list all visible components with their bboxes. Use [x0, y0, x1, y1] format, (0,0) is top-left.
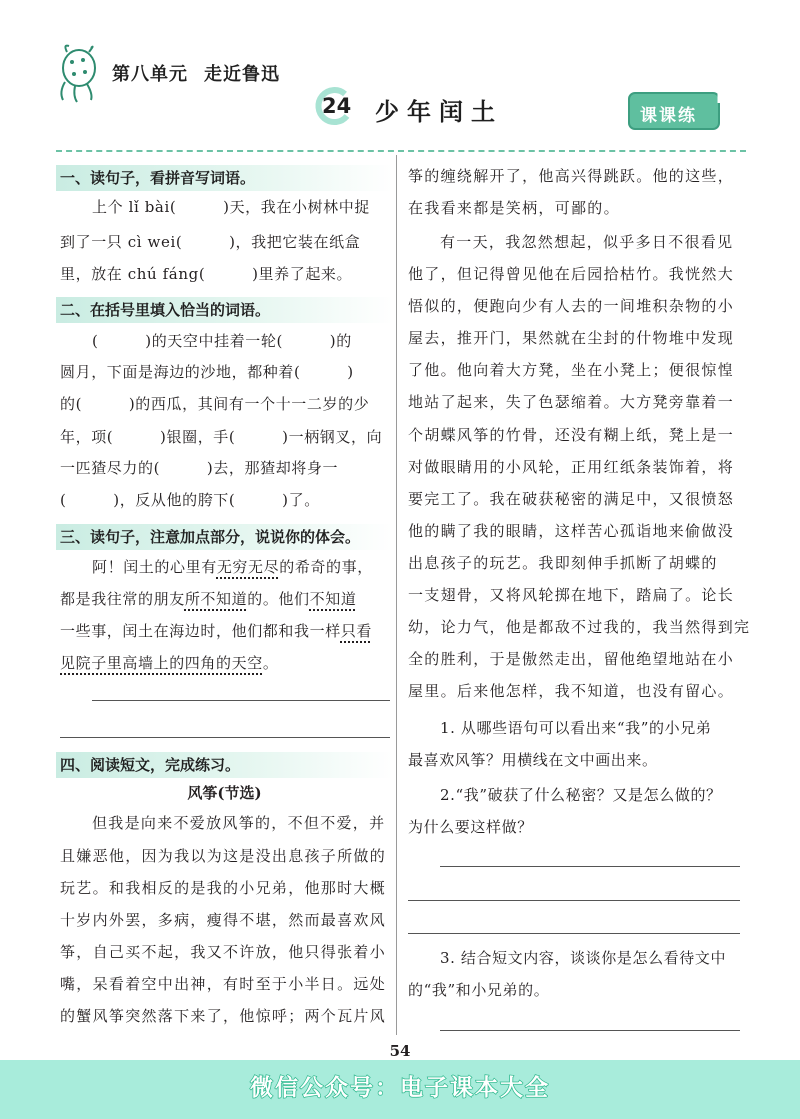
- column-divider: [396, 155, 397, 1035]
- text: 都是我往常的朋友: [60, 590, 185, 608]
- page-number: 54: [389, 1042, 411, 1060]
- section-2-line: 的( )的西瓜，其间有一个十一二岁的少: [60, 395, 370, 413]
- section-1-heading: 一、读句子，看拼音写词语。: [56, 165, 393, 191]
- passage-title: 风筝(节选): [187, 784, 262, 802]
- question-3: 3. 结合短文内容，谈谈你是怎么看待文中: [440, 949, 727, 967]
- question-2: 2.“我”破获了什么秘密？又是怎么做的？: [440, 786, 722, 804]
- section-3-line: [92, 557, 373, 577]
- answer-line[interactable]: [440, 1030, 740, 1031]
- passage-line: 筝的缠绕解开了，他高兴得跳跃。他的这些，: [408, 167, 735, 185]
- question-3-cont: 的“我”和小兄弟的。: [408, 981, 550, 999]
- text: 阿！闰土的心里有: [92, 558, 217, 576]
- section-4-heading: 四、阅读短文，完成练习。: [56, 752, 393, 778]
- unit-label: 第八单元: [112, 64, 188, 85]
- passage-line: 有一天，我忽然想起，似乎多日不很看见: [440, 233, 734, 251]
- section-3-line: [60, 621, 372, 641]
- answer-line[interactable]: [440, 866, 740, 867]
- dotted-emphasis: 不知道: [309, 590, 357, 608]
- lesson-title: 少年闰土: [375, 98, 503, 126]
- unit-topic: 走近鲁迅: [204, 64, 280, 85]
- passage-line: 筝，自己买不起，我又不许放，他只得张着小: [60, 943, 387, 961]
- section-2-line: 一匹猹尽力的( )去，那猹却将身一: [60, 459, 339, 477]
- passage-line: 要完工了。我在破获秘密的满足中，又很愤怒: [408, 490, 735, 508]
- passage-line: 在我看来都是笑柄，可鄙的。: [408, 199, 620, 217]
- section-3-line: [60, 653, 278, 673]
- answer-line[interactable]: [408, 933, 740, 934]
- section-2-line: 圆月，下面是海边的沙地，都种着( ): [60, 363, 354, 381]
- section-2-heading: 二、在括号里填入恰当的词语。: [56, 297, 393, 323]
- question-1-cont: 最喜欢风筝？用横线在文中画出来。: [408, 751, 658, 769]
- text: 的希奇的事，: [279, 558, 373, 576]
- snail-mascot-icon: [55, 42, 101, 104]
- passage-line: 幼，论力气，他是都敌不过我的，我当然得到完: [408, 618, 751, 636]
- lesson-number: 24: [322, 94, 352, 118]
- passage-line: 的蟹风筝突然落下来了，他惊呼；两个瓦片风: [60, 1007, 387, 1025]
- answer-line[interactable]: [60, 737, 390, 738]
- passage-line: 出息孩子的玩艺。我即刻伸手抓断了胡蝶的: [408, 554, 718, 572]
- passage-line: 地站了起来，失了色瑟缩着。大方凳旁靠着一: [408, 393, 735, 411]
- passage-line: 一支翅骨，又将风轮掷在地下，踏扁了。论长: [408, 586, 735, 604]
- text: 。: [262, 654, 279, 672]
- section-1-line: 里，放在 chú fáng( )里养了起来。: [60, 265, 353, 283]
- passage-line: 对做眼睛用的小风轮，正用红纸条装饰着，将: [408, 458, 735, 476]
- section-3-line: [60, 589, 356, 609]
- dotted-emphasis: 只看: [340, 622, 373, 640]
- passage-line: 屋里。后来他怎样，我不知道，也没有留心。: [408, 682, 735, 700]
- passage-line: 屋去，推开门，果然就在尘封的什物堆中发现: [408, 329, 735, 347]
- passage-line: 他了，但记得曾见他在后园拾枯竹。我恍然大: [408, 265, 735, 283]
- dotted-emphasis: 所不知道: [184, 590, 248, 608]
- question-2-cont: 为什么要这样做？: [408, 818, 533, 836]
- section-3-heading: 三、读句子，注意加点部分，说说你的体会。: [56, 524, 393, 550]
- answer-line[interactable]: [408, 900, 740, 901]
- section-2-line: ( )，反从他的胯下( )了。: [60, 491, 320, 509]
- dotted-emphasis: 见院子里高墙上的四角的天空: [60, 654, 263, 672]
- section-2-line: 年，项( )银圈，手( )一柄钢叉，向: [60, 428, 383, 446]
- passage-line: 了他。他向着大方凳，坐在小凳上；便很惊惶: [408, 361, 735, 379]
- text: 的。他们: [247, 590, 310, 608]
- section-2-line: ( )的天空中挂着一轮( )的: [92, 332, 352, 350]
- dotted-emphasis: 无穷无尽: [216, 558, 280, 576]
- header-divider: [56, 150, 746, 152]
- answer-line[interactable]: [92, 700, 390, 701]
- passage-line: 个胡蝶风筝的竹骨，还没有糊上纸，凳上是一: [408, 426, 735, 444]
- passage-line: 全的胜利，于是傲然走出，留他绝望地站在小: [408, 650, 735, 668]
- section-1-line: 上个 lǐ bài( )天，我在小树林中捉: [92, 198, 370, 216]
- passage-line: 他的瞒了我的眼睛，这样苦心孤诣地来偷做没: [408, 522, 735, 540]
- practice-tag-label: 课课练: [640, 106, 697, 126]
- unit-title: [112, 60, 296, 86]
- question-1: 1. 从哪些语句可以看出来“我”的小兄弟: [440, 719, 712, 737]
- passage-line: 嘴，呆看着空中出神，有时至于小半日。远处: [60, 975, 387, 993]
- passage-line: 悟似的，便跑向少有人去的一间堆积杂物的小: [408, 297, 735, 315]
- section-1-line: 到了一只 cì wei( )，我把它装在纸盒: [60, 233, 361, 251]
- watermark-text: 微信公众号：电子课本大全: [250, 1075, 550, 1101]
- passage-line: 且嫌恶他，因为我以为这是没出息孩子所做的: [60, 847, 387, 865]
- passage-line: 十岁内外罢，多病，瘦得不堪，然而最喜欢风: [60, 911, 387, 929]
- text: 一些事，闰土在海边时，他们都和我一样: [60, 622, 341, 640]
- passage-line: 玩艺。和我相反的是我的小兄弟，他那时大概: [60, 879, 387, 897]
- passage-line: 但我是向来不爱放风筝的，不但不爱，并: [92, 814, 386, 832]
